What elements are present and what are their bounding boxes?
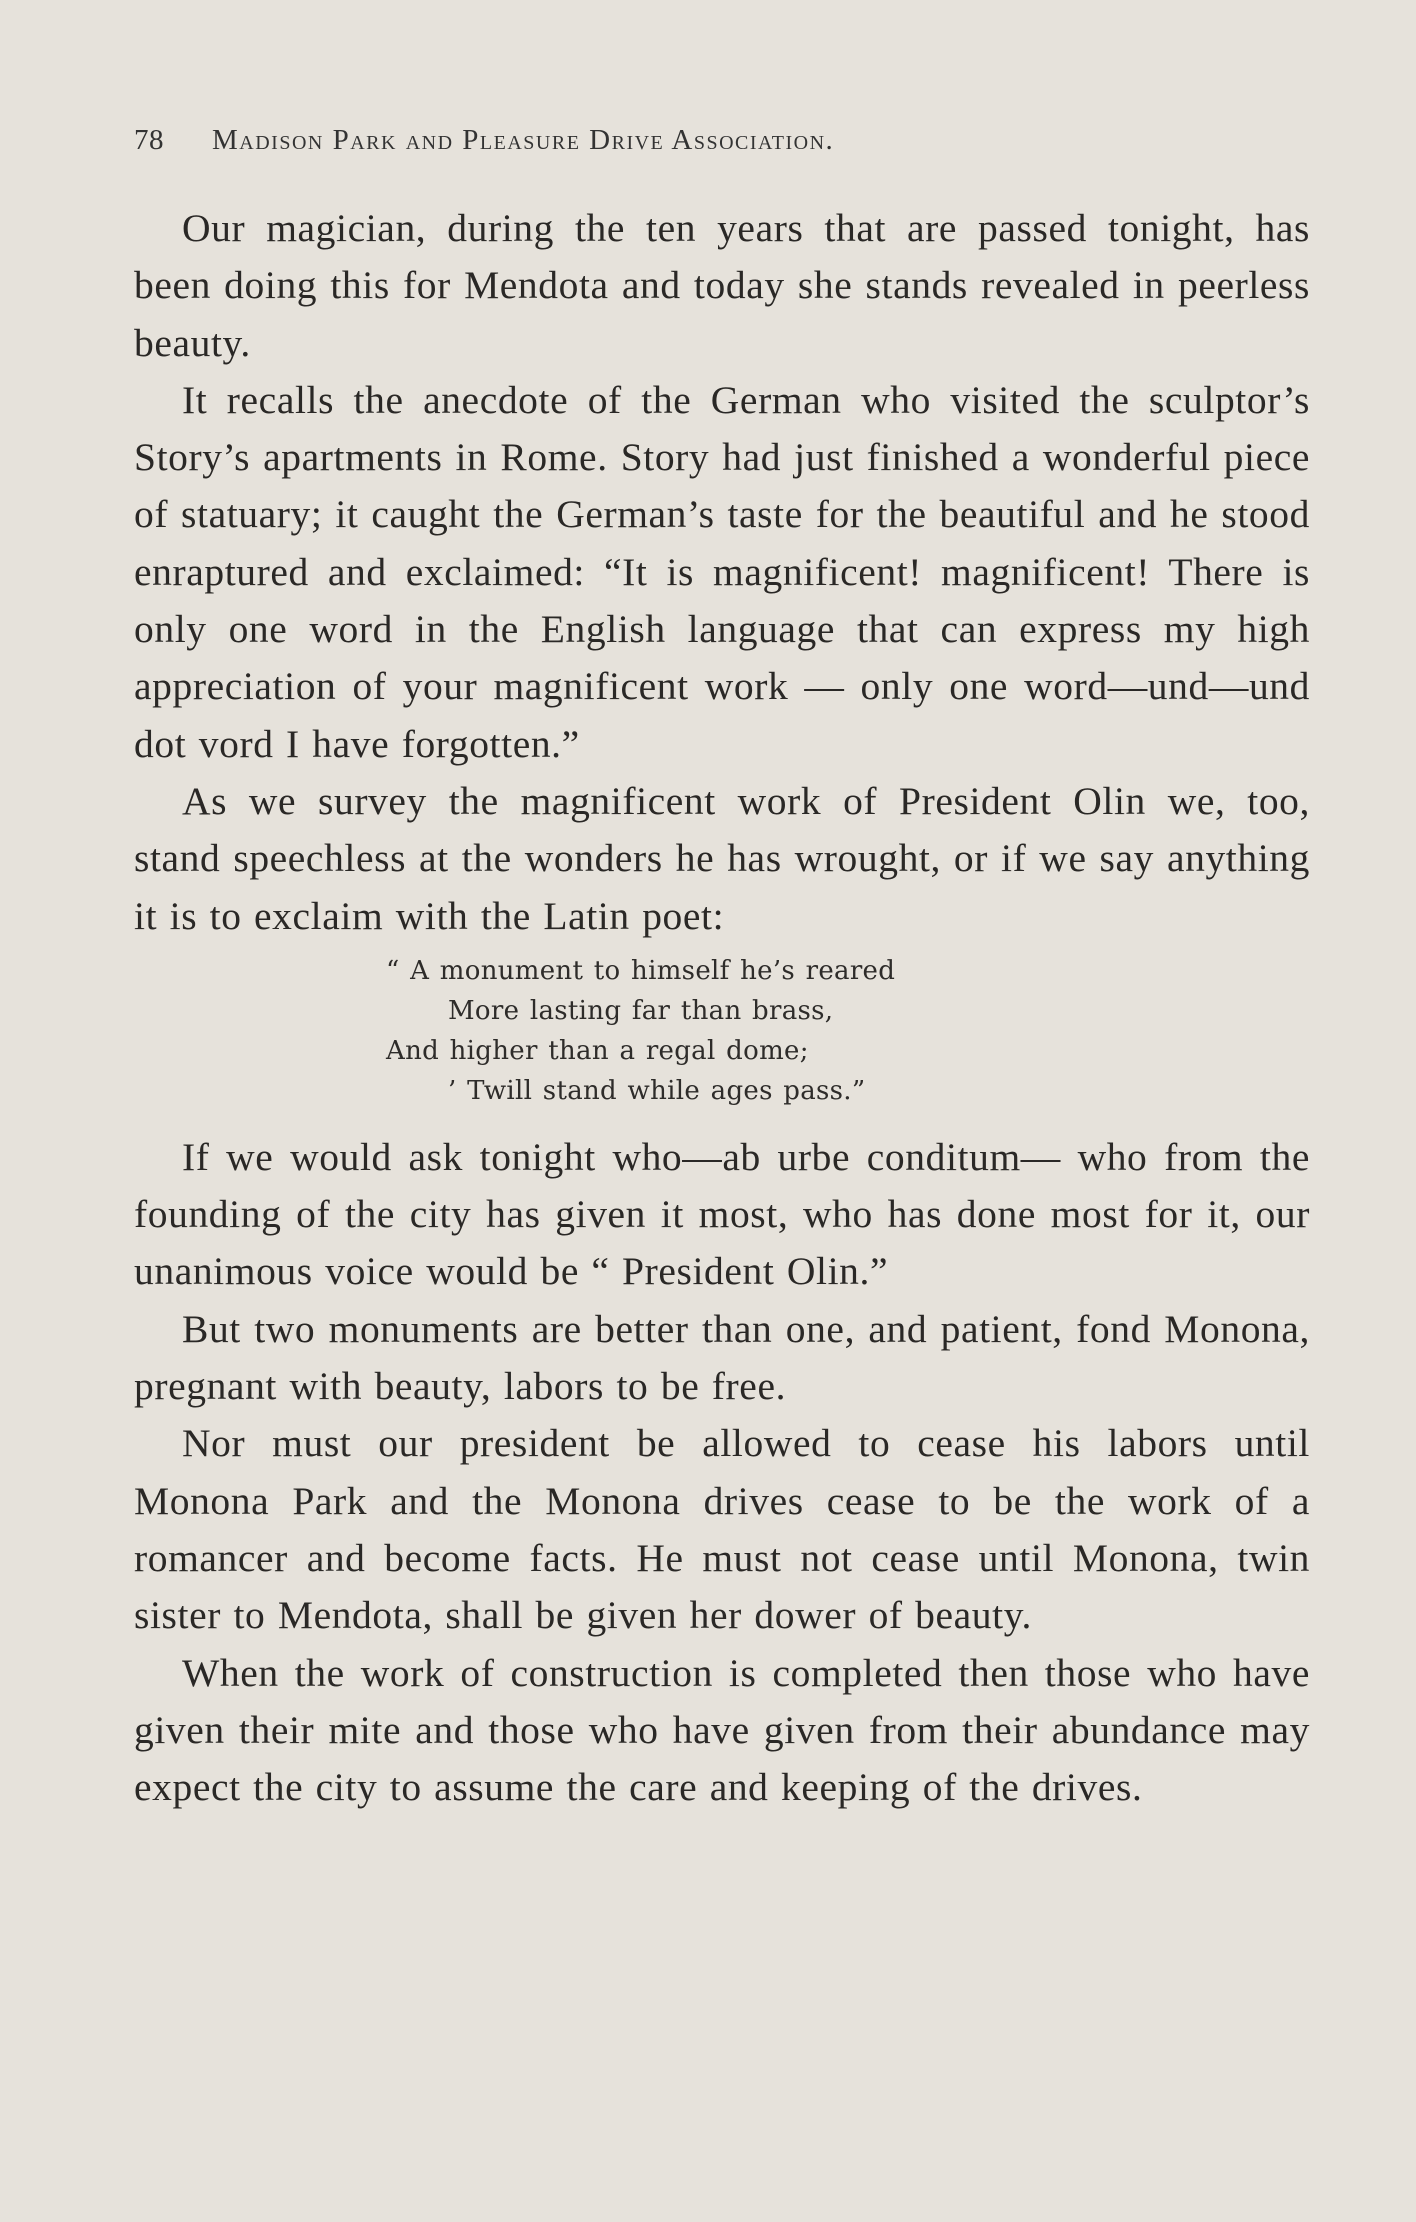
paragraph: It recalls the anecdote of the German who visited the sculptor’s Story’s apartments in Rome. Story had just finished a wonderful piece of statuary; it caught the German’s taste for the beautiful and he stood enraptured and exclaimed: “It is magnificent! magnificent! There is only one word in the English language that can express my high appreciation of your magnificent work — only one word—und—und dot vord I have forgotten.” [134,377,1310,766]
poem-line: “ A monument to himself he’s reared [386,955,896,986]
poem-line: And higher than a regal dome; [386,1035,809,1066]
paragraph: As we survey the magnificent work of President Olin we, too, stand speechless at the wonders he has wrought, or if we say anything it is to exclaim with the Latin poet: [134,778,1310,938]
page-number: 78 [134,124,164,156]
paragraph: When the work of construction is completed then those who have given their mite and those who have given from their abundance may expect the city to assume the care and keeping of the drives. [134,1650,1310,1810]
paragraph: But two monuments are better than one, and patient, fond Monona, pregnant with beauty, labors to be free. [134,1306,1310,1409]
paragraph: Our magician, during the ten years that are passed tonight, has been doing this for Mendota and today she stands revealed in peerless beauty. [134,206,1310,365]
poem-quote [134,951,1310,1111]
running-head-title: Madison Park and Pleasure Drive Association. [212,124,835,156]
paragraph: Nor must our president be allowed to cease his labors until Monona Park and the Monona drives cease to be the work of a romancer and become facts. He must not cease until Monona, twin sister to Mendota, shall be given her dower of beauty. [134,1421,1310,1638]
paragraph: If we would ask tonight who—ab urbe conditum— who from the founding of the city has given it most, who has done most for it, our unanimous voice would be “ President Olin.” [134,1134,1310,1294]
poem-line: ’ Twill stand while ages pass.” [448,1075,866,1106]
poem-line: More lasting far than brass, [448,995,834,1026]
running-head [134,124,1184,157]
body-text [134,200,1310,1816]
